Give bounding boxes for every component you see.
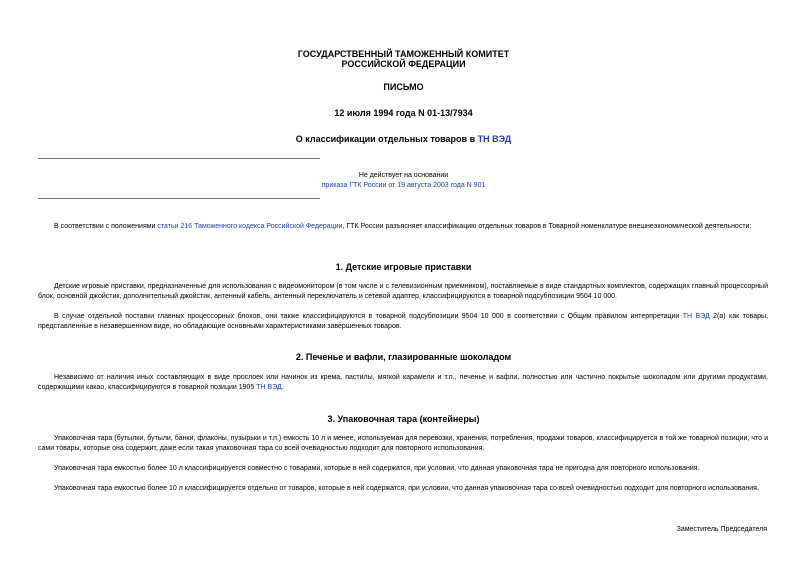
section-1-paragraph-1: Детские игровые приставки, предназначенные для использования с видеомонитором (в том числе и с телевизионным приемником), поставляемые в виде стандартных комплектов, содержащих главный процессорный блок, основной джойстик, дополнительный джойстик, антенный кабель, антенный переключатель и сетевой адаптер, классифицируются в товарной подсубпозиции 9504 10 000.	[38, 283, 768, 300]
s1p2-link[interactable]: ТН ВЭД	[682, 313, 710, 320]
subject-text: О классификации отдельных товаров в	[295, 134, 478, 144]
doc-subject	[0, 134, 807, 145]
subject-link[interactable]: ТН ВЭД	[477, 134, 512, 144]
section-1-title: 1. Детские игровые приставки	[335, 262, 472, 272]
section-2-title: 2. Печенье и вафли, глазированные шоколадом	[295, 352, 512, 362]
org-line-1: ГОСУДАРСТВЕННЫЙ ТАМОЖЕННЫЙ КОМИТЕТ	[297, 49, 510, 59]
s1p2-text-after: 2(а) как товары, представленные в незавершенном виде, но обладающие основными характеристиками завершенных товаров.	[38, 313, 768, 330]
section-3-paragraph-3: Упаковочная тара емкостью более 10 л классифицируется отдельно от товаров, которые в ней содержатся, при условии, что данная упаковочная тара со всей очевидностью подходит для повторного использования.	[54, 485, 759, 492]
section-3-title: 3. Упаковочная тара (контейнеры)	[327, 414, 480, 424]
intro-link[interactable]: статьи 216 Таможенного кодекса Российской Федерации	[157, 223, 343, 230]
s1p2-text-before: В случае отдельной поставки главных процессорных блоков, они также классифицируются в товарной подсубпозиции 9504 10 000 в соответствии с Общим правилом интерпретации	[54, 313, 683, 320]
section-2-paragraph-1	[38, 373, 768, 393]
doc-date-number: 12 июля 1994 года N 01-13/7934	[334, 108, 473, 118]
doc-type: ПИСЬМО	[383, 82, 424, 92]
intro-text-before: В соответствии с положениями	[54, 223, 158, 230]
divider-bottom	[38, 198, 320, 199]
org-line-2: РОССИЙСКОЙ ФЕДЕРАЦИИ	[341, 59, 466, 69]
status-link[interactable]: приказа ГТК России от 19 августа 2003 года N 901	[321, 182, 486, 189]
signature: Заместитель Председателя	[676, 526, 767, 533]
intro-paragraph	[38, 222, 768, 232]
section-1-paragraph-2	[38, 312, 768, 332]
s2p1-text-before: Независимо от наличия иных составляющих в виде прослоек или начинок из крема, пастилы, мягкой карамели и т.п., печенье и вафли, полностью или частично покрытые шоколадом или другими продуктами, содержащими какао, классифицируются в товарной позиции 1905	[38, 374, 768, 391]
divider-top	[38, 158, 320, 159]
status-line: Не действует на основании	[358, 172, 449, 179]
section-3-paragraph-2: Упаковочная тара емкостью более 10 л классифицируется совместно с товарами, которые в ней содержатся, при условии, что данная упаковочная тара не пригодна для повторного использования.	[54, 465, 700, 472]
s2p1-text-after: .	[281, 384, 284, 391]
intro-text-after: , ГТК России разъясняет классификацию отдельных товаров в Товарной номенклатуре внешнеэкономической деятельности:	[342, 223, 752, 230]
s2p1-link[interactable]: ТН ВЭД	[256, 384, 282, 391]
section-3-paragraph-1: Упаковочная тара (бутылки, бутыли, банки, флаконы, пузырьки и т.п.) емкость 10 л и менее, используемая для перевозки, хранения, потребления, продажи товаров, классифицируется в той же товарной позиции, что и сами товары, которые она содержит, даже если такая упаковочная тара со всей очевидностью подходит для повторного использования.	[38, 435, 768, 452]
